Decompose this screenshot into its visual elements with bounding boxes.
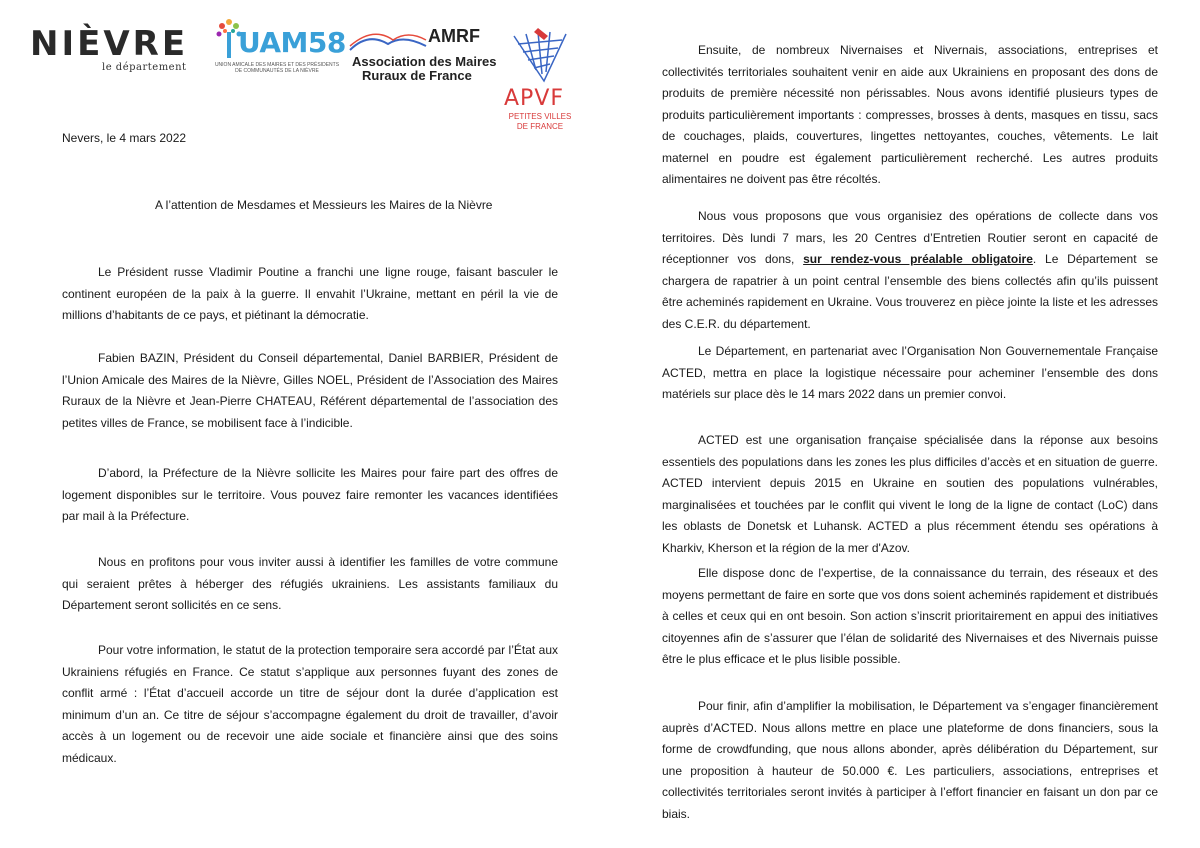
apvf-logo-sub-line1: PETITES VILLES: [508, 112, 572, 121]
nievre-logo-sub: le département: [102, 62, 187, 73]
paragraph-expertise-text: Elle dispose donc de l’expertise, de la connaissance du terrain, des réseaux et des moyens permettant de faire en sorte que vos dons soient acheminés rapidement et distribués à celles et ceux qui en ont besoin. Son action s’inscrit prioritairement en appui des initiatives citoyennes afin de s’assurer que l’élan de solidarité des Nivernaises et des Nivernais puisse être le plus efficace et le plus lisible possible.: [662, 566, 1158, 666]
paragraph-donations-text: Ensuite, de nombreux Nivernaises et Nivernais, associations, entreprises et collectivités territoriales souhaitent venir en aide aux Ukrainiens en proposant des dons de produits de première nécessité non périssables. Nous avons identifié plusieurs types de produits particulièrement importants : compresses, brosses à dents, masques en tissu, sacs de couchages, plaids, couvertures, lingettes nettoyantes, couches, vêtements. Le lait maternel en poudre est également particulièrement recherché. Les autres produits alimentaires ne doivent pas être récoltés.: [662, 43, 1158, 186]
paragraph-collection: [662, 206, 1158, 335]
apvf-logo-abbr: APVF: [504, 86, 565, 111]
paragraph-acted-text: ACTED est une organisation française spécialisée dans la réponse aux besoins essentiels des populations dans les zones les plus difficiles d’accès et en situation de guerre. ACTED intervient depuis 2015 en Ukraine en soutien des populations vulnérables, marginalisées et touchées par le conflit qui vivent le long de la ligne de contact (LoC) dans les oblasts de Donetsk et Luhansk. ACTED a plus récemment étendu ses opérations à Kharkiv, Kherson et la région de la mer d'Azov.: [662, 433, 1158, 555]
nievre-logo-word: NIÈVRE: [30, 24, 189, 64]
apvf-logo-sub-line2: DE FRANCE: [516, 122, 564, 131]
paragraph-housing-text: D’abord, la Préfecture de la Nièvre sollicite les Maires pour faire part des offres de logement disponibles sur le territoire. Vous pouvez faire remonter les vacances identifiées par mail à la Préfecture.: [62, 466, 558, 523]
paragraph-intro: [62, 262, 558, 327]
paragraph-crowdfunding-text: Pour finir, afin d’amplifier la mobilisation, le Département va s’engager financièrement auprès d’ACTED. Nous allons mettre en place une plateforme de dons financiers, sous la forme de crowdfunding, que nous allons abonder, après délibération du Département, sur une proposition à hauteur de 50.000 €. Les particuliers, associations, entreprises et collectivités territoriales seront invités à participer à l’effort financier en faisant un don par ce biais.: [662, 699, 1158, 821]
letter-date: Nevers, le 4 mars 2022: [62, 131, 187, 145]
paragraph-collection-text-before: Nous vous proposons que vous organisiez des opérations de collecte dans vos territoires. Dès lundi 7 mars, les 20 Centres d’Entretien Routier seront en capacité de réceptionner vos dons,: [662, 209, 1158, 266]
paragraph-signatories: [62, 348, 558, 434]
nievre-logo: [30, 24, 190, 73]
paragraph-logistics: [662, 341, 1158, 406]
letter-addressee: A l’attention de Mesdames et Messieurs les Maires de la Nièvre: [155, 198, 493, 212]
amrf-logo-abbr: AMRF: [428, 26, 480, 46]
uam58-logo: [212, 18, 346, 84]
paragraph-crowdfunding: [662, 696, 1158, 825]
apvf-grid-icon: [504, 26, 574, 86]
uam58-logo-word: UAM58: [238, 26, 346, 59]
amrf-logo-name-line1: Association des Maires: [352, 54, 497, 69]
amrf-landscape-icon: [348, 24, 428, 54]
paragraph-protection-status: [62, 640, 558, 769]
paragraph-acted: [662, 430, 1158, 559]
amrf-logo: [348, 24, 497, 88]
paragraph-signatories-text: Fabien BAZIN, Président du Conseil départemental, Daniel BARBIER, Président de l’Union Amicale des Maires de la Nièvre, Gilles NOEL, Président de l’Association des Maires Ruraux de la Nièvre et Jean-Pierre CHATEAU, Référent départemental de l’association des petites villes de France, se mobilisent face à l’indicible.: [62, 351, 558, 430]
paragraph-expertise: [662, 563, 1158, 671]
uam58-logo-sub: UNION AMICALE DES MAIRES ET DES PRÉSIDENTS DE COMMUNAUTÉS DE LA NIÈVRE: [214, 62, 340, 74]
paragraph-donations: [662, 40, 1158, 191]
paragraph-collection-text-after: . Le Département se chargera de rapatrier à un point central l’ensemble des biens collectés afin qu’ils puissent être acheminés rapidement en Ukraine. Vous trouverez en pièce jointe la liste et les adresses des C.E.R. du département.: [662, 252, 1158, 331]
paragraph-protection-status-text: Pour votre information, le statut de la protection temporaire sera accordé par l’État aux Ukrainiens réfugiés en France. Ce statut s’applique aux personnes fuyant des zones de conflit armé : l’État d’accueil accorde un titre de séjour dont la durée d’application est minimum d’un an. Ce titre de séjour s’accompagne également du droit de travailler, d’avoir accès à un logement ou de recevoir une aide sociale et financière ainsi que des soins médicaux.: [62, 643, 558, 765]
paragraph-collection-emphasis: sur rendez-vous préalable obligatoire: [803, 252, 1033, 266]
paragraph-families: [62, 552, 558, 617]
paragraph-families-text: Nous en profitons pour vous inviter aussi à identifier les familles de votre commune qui seraient prêtes à héberger des réfugiés ukrainiens. Les assistants familiaux du Département seront sollicités en ce sens.: [62, 555, 558, 612]
right-page: [600, 0, 1200, 848]
paragraph-logistics-text: Le Département, en partenariat avec l’Organisation Non Gouvernementale Française ACTED, mettra en place la logistique nécessaire pour acheminer l’ensemble des dons matériels sur place dès le 14 mars 2022 dans un premier convoi.: [662, 344, 1158, 401]
paragraph-intro-text: Le Président russe Vladimir Poutine a franchi une ligne rouge, faisant basculer le continent européen de la paix à la guerre. Il envahit l’Ukraine, mettant en péril la vie de millions d’habitants de ce pays, et piétinant la démocratie.: [62, 265, 558, 322]
paragraph-housing: [62, 463, 558, 528]
amrf-logo-name-line2: Ruraux de France: [362, 68, 472, 83]
apvf-logo: [500, 26, 580, 138]
